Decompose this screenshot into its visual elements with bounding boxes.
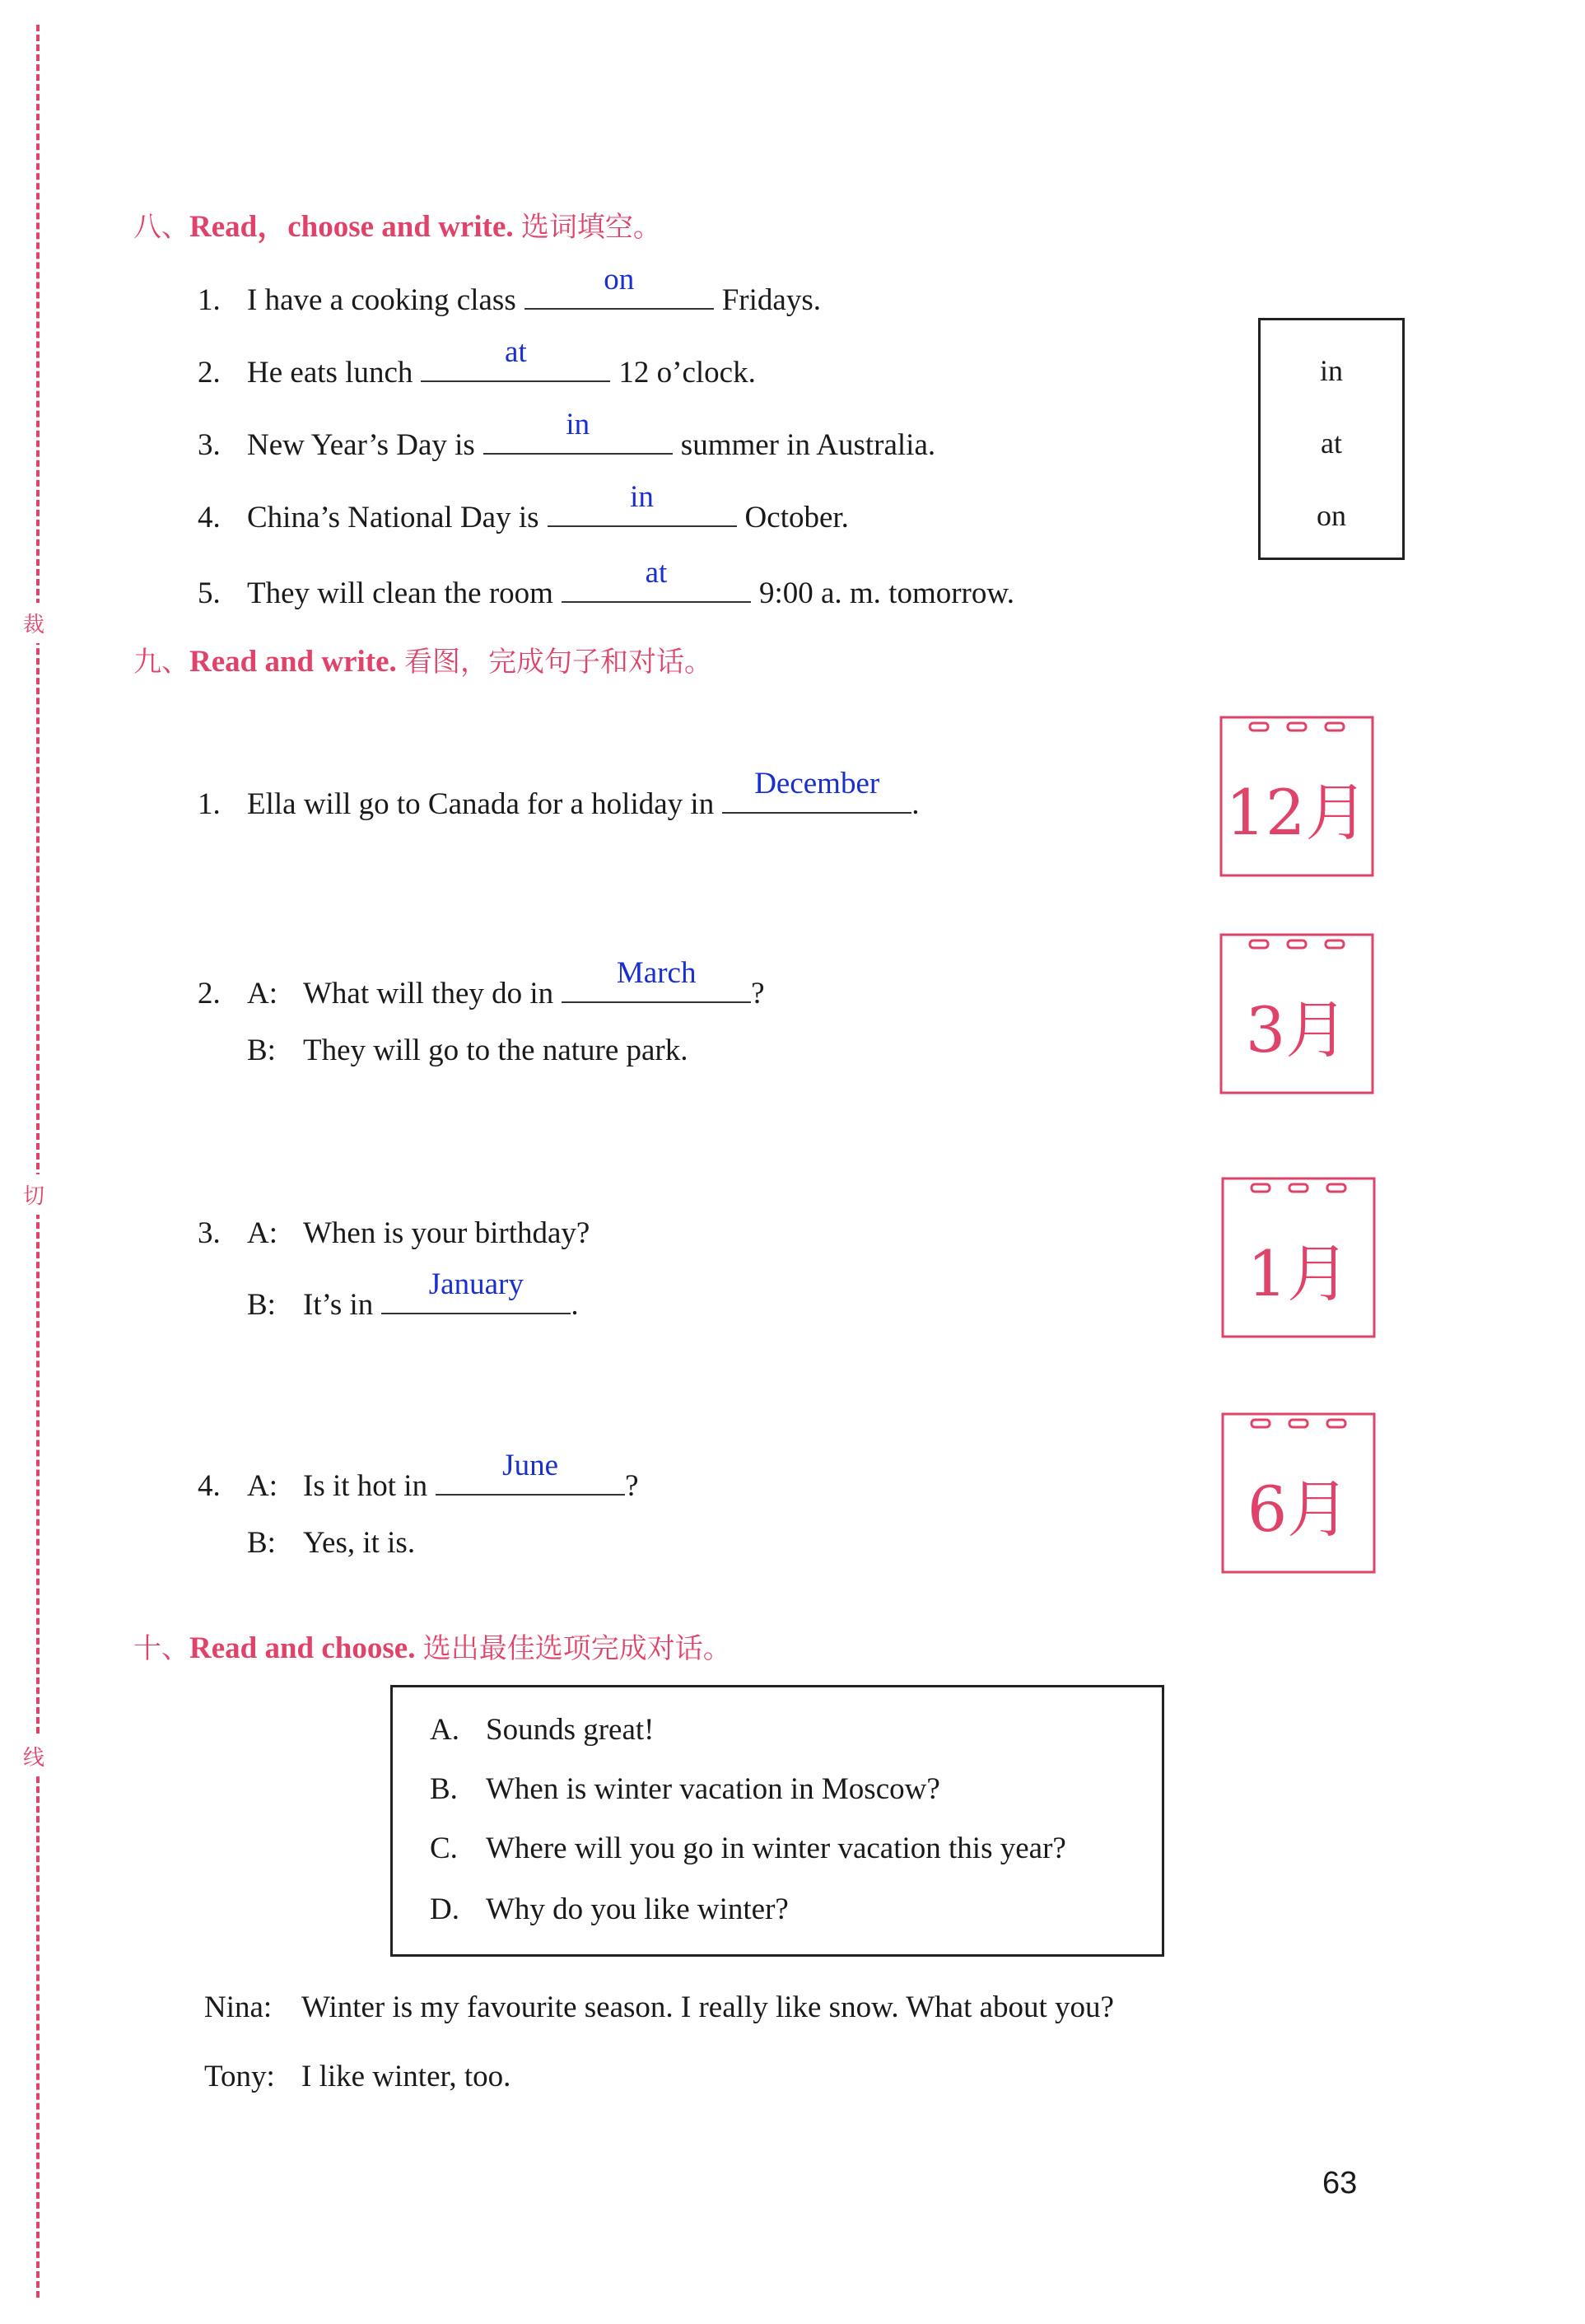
item-text: He eats lunch [247,356,413,390]
dialogue-text: I like winter, too. [301,2060,511,2093]
item-number: 2. [198,356,221,390]
s8-item-3 [198,408,936,464]
calendar-month: 12月 [1225,776,1368,849]
dialogue-line-nina [204,1990,1114,2026]
word-box-item: in [1319,354,1343,387]
s9-item-2-a [198,956,765,1012]
item-number: 1. [198,283,221,317]
s8-item-2 [198,335,756,391]
item-number: 3. [198,1216,221,1250]
cut-mark-cai: 裁 [23,603,44,643]
option-text: Sounds great! [486,1713,655,1747]
section8-number: 八、 [133,211,189,244]
calendar-icon [1219,932,1375,1095]
speaker-label: Tony: [204,2060,275,2093]
item-number: 3. [198,428,221,462]
word-box-item: on [1317,499,1346,532]
speaker-label: A: [247,1216,277,1250]
s8-item-4 [198,480,849,536]
page-number: 63 [1322,2166,1358,2200]
word-box-item: at [1321,427,1342,460]
answer-blank[interactable] [524,263,714,310]
section10-title-en: Read and choose. [189,1631,416,1665]
cut-mark-xian: 线 [23,1736,44,1776]
item-number: 4. [198,501,221,534]
option-d [430,1892,789,1927]
answer-blank[interactable] [722,767,911,814]
speaker-label: A: [247,977,277,1010]
answer-text: at [645,556,668,590]
cut-mark-qie: 切 [23,1174,44,1215]
option-text: Why do you like winter? [486,1892,789,1926]
item-number: 2. [198,977,221,1010]
answer-text: at [505,335,527,369]
item-text: Yes, it is. [303,1526,416,1560]
section8-title-en: Read，choose and write. [189,210,514,244]
item-text: . [571,1288,579,1322]
cut-line [36,25,40,2298]
item-number: 1. [198,787,221,821]
calendar-icon [1219,715,1375,878]
option-letter: B. [430,1772,458,1806]
options-box [390,1685,1164,1957]
s8-item-5 [198,556,1014,612]
speaker-label: B: [247,1526,276,1560]
item-text: 12 o’clock. [618,356,756,390]
answer-text: in [566,408,590,441]
answer-text: in [630,480,654,514]
section8-heading [133,201,661,245]
speaker-label: Nina: [204,1990,273,2024]
calendar-month: 6月 [1247,1472,1350,1546]
item-text: Fridays. [721,283,821,317]
item-text: What will they do in [303,977,554,1010]
answer-text: June [502,1449,558,1482]
item-text: It’s in [303,1288,374,1322]
item-text: They will clean the room [247,576,553,610]
item-number: 4. [198,1469,221,1503]
section9-title-en: Read and write. [189,645,397,679]
item-text: When is your birthday? [303,1216,590,1250]
calendar-icon [1220,1412,1377,1575]
item-text: They will go to the nature park. [303,1034,688,1067]
answer-blank[interactable] [548,480,737,527]
option-letter: D. [430,1892,459,1926]
answer-blank[interactable] [562,956,751,1003]
option-text: Where will you go in winter vacation this year? [486,1832,1066,1865]
item-text: New Year’s Day is [247,428,475,462]
s9-item-4-b [247,1525,415,1561]
answer-blank[interactable] [436,1449,625,1496]
speaker-label: B: [247,1288,276,1322]
item-text: . [911,787,920,821]
section9-title-cn: 看图，完成句子和对话。 [404,646,713,679]
dialogue-text: Winter is my favourite season. I really like snow. What about you? [301,1990,1114,2024]
option-text: When is winter vacation in Moscow? [486,1772,940,1806]
calendar-icon [1220,1176,1377,1339]
section10-heading [133,1626,731,1666]
item-text: ? [625,1469,639,1503]
s9-item-1 [198,767,920,823]
section10-number: 十、 [133,1632,189,1665]
option-letter: C. [430,1832,458,1865]
item-text: ? [751,977,765,1010]
item-text: summer in Australia. [680,428,936,462]
s9-item-3-b [247,1267,579,1323]
answer-text: March [616,956,697,990]
item-text: Is it hot in [303,1469,428,1503]
item-text: October. [744,501,849,534]
word-box [1258,318,1405,560]
section8-title-cn: 选词填空。 [520,211,661,244]
s8-item-1 [198,263,821,319]
section10-title-cn: 选出最佳选项完成对话。 [422,1632,731,1665]
item-text: China’s National Day is [247,501,539,534]
answer-text: on [604,263,635,296]
answer-text: December [754,767,880,800]
answer-blank[interactable] [381,1267,571,1314]
answer-text: January [428,1267,524,1301]
calendar-month: 1月 [1247,1237,1350,1310]
s9-item-2-b [247,1033,688,1069]
item-text: 9:00 a. m. tomorrow. [758,576,1014,610]
item-text: I have a cooking class [247,283,516,317]
answer-blank[interactable] [421,335,610,382]
dialogue-line-tony [204,2059,510,2095]
s9-item-4-a [198,1449,639,1505]
item-text: Ella will go to Canada for a holiday in [247,787,715,821]
option-a [430,1712,655,1748]
s9-item-3-a [198,1216,590,1252]
option-letter: A. [430,1713,459,1747]
option-b [430,1771,940,1807]
answer-blank[interactable] [562,556,751,603]
item-number: 5. [198,576,221,610]
speaker-label: B: [247,1034,276,1067]
section9-number: 九、 [133,646,189,679]
section9-heading [133,639,712,679]
calendar-month: 3月 [1245,993,1349,1066]
answer-blank[interactable] [483,408,673,455]
option-c [430,1831,1066,1866]
speaker-label: A: [247,1469,277,1503]
